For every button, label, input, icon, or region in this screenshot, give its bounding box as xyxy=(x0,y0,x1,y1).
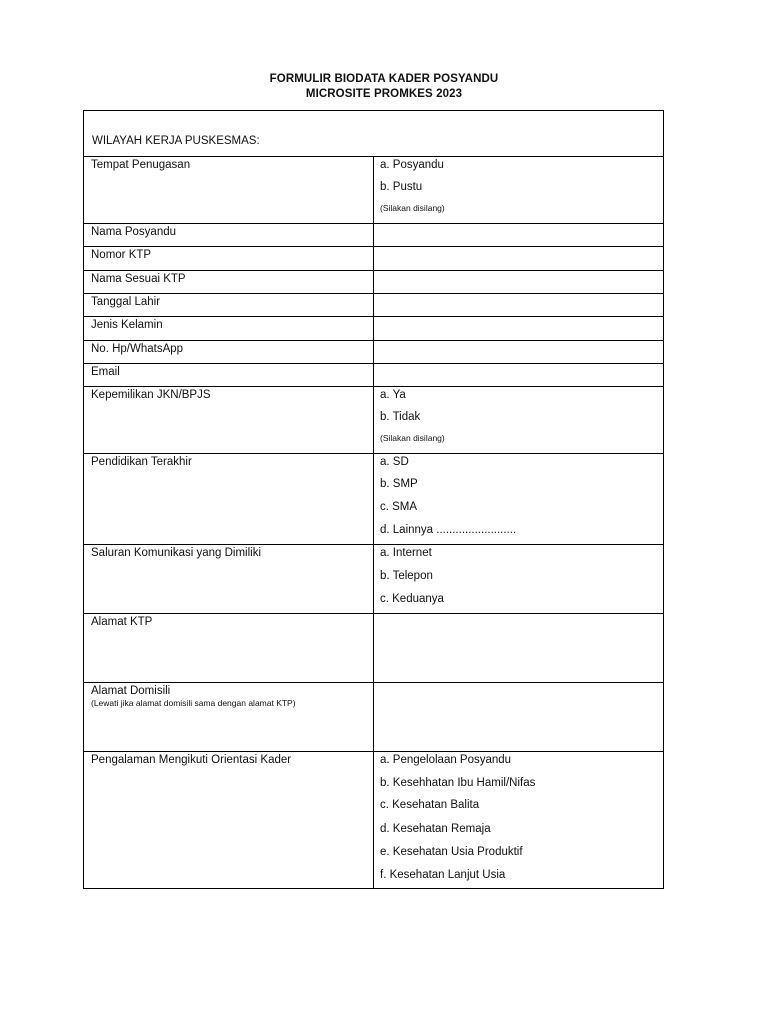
pengalaman-field[interactable] xyxy=(374,752,663,888)
pengalaman-label: Pengalaman Mengikuti Orientasi Kader xyxy=(91,754,292,766)
option-pengelolaan-posyandu[interactable]: a. Pengelolaan Posyandu xyxy=(380,754,512,766)
option-tidak[interactable]: b. Tidak xyxy=(380,411,421,423)
wilayah-label: WILAYAH KERJA PUSKESMAS: xyxy=(92,135,260,147)
row-saluran-komunikasi xyxy=(84,545,663,614)
no-hp-field[interactable] xyxy=(374,341,663,363)
alamat-ktp-label: Alamat KTP xyxy=(91,616,153,628)
email-field[interactable] xyxy=(374,364,663,386)
row-alamat-domisili xyxy=(84,683,663,752)
option-kesehatan-lanjut-usia[interactable]: f. Kesehatan Lanjut Usia xyxy=(380,869,506,881)
row-email xyxy=(84,364,663,387)
label-cell xyxy=(84,157,374,223)
jkn-label: Kepemilikan JKN/BPJS xyxy=(91,389,211,401)
label-cell xyxy=(84,247,374,270)
row-nomor-ktp xyxy=(84,247,663,271)
row-pendidikan xyxy=(84,454,663,545)
option-sd[interactable]: a. SD xyxy=(380,456,409,468)
nama-ktp-field[interactable] xyxy=(374,271,663,293)
option-ya[interactable]: a. Ya xyxy=(380,389,406,401)
nama-posyandu-field[interactable] xyxy=(374,224,663,246)
tanggal-lahir-field[interactable] xyxy=(374,294,663,316)
jenis-kelamin-label: Jenis Kelamin xyxy=(91,319,163,331)
alamat-ktp-field[interactable] xyxy=(374,614,663,682)
nomor-ktp-label: Nomor KTP xyxy=(91,249,152,261)
label-cell xyxy=(84,317,374,340)
option-posyandu[interactable]: a. Posyandu xyxy=(380,159,444,171)
label-cell xyxy=(84,752,374,888)
no-hp-label: No. Hp/WhatsApp xyxy=(91,343,184,355)
option-kesehatan-ibu-hamil[interactable]: b. Kesehhatan Ibu Hamil/Nifas xyxy=(380,777,536,789)
tempat-penugasan-label: Tempat Penugasan xyxy=(91,159,191,171)
row-no-hp xyxy=(84,341,663,364)
label-cell xyxy=(84,364,374,386)
label-cell xyxy=(84,271,374,293)
nomor-ktp-field[interactable] xyxy=(374,247,663,270)
alamat-domisili-field[interactable] xyxy=(374,683,663,751)
option-telepon[interactable]: b. Telepon xyxy=(380,570,433,582)
label-cell xyxy=(84,294,374,316)
option-sma[interactable]: c. SMA xyxy=(380,501,418,513)
row-tempat-penugasan xyxy=(84,157,663,224)
saluran-label: Saluran Komunikasi yang Dimiliki xyxy=(91,547,262,559)
jenis-kelamin-field[interactable] xyxy=(374,317,663,340)
pendidikan-label: Pendidikan Terakhir xyxy=(91,456,192,468)
alamat-domisili-note: (Lewati jika alamat domisili sama dengan alamat KTP) xyxy=(91,698,296,708)
label-cell xyxy=(84,224,374,246)
biodata-form-table xyxy=(83,110,664,889)
form-title: FORMULIR BIODATA KADER POSYANDU xyxy=(269,73,499,85)
alamat-domisili-label: Alamat Domisili xyxy=(91,685,171,697)
label-cell xyxy=(84,683,374,751)
instruction-note: (Silakan disilang) xyxy=(380,433,445,443)
row-wilayah xyxy=(84,111,663,157)
jkn-field[interactable] xyxy=(374,387,663,453)
label-cell xyxy=(84,454,374,544)
row-nama-ktp xyxy=(84,271,663,294)
option-internet[interactable]: a. Internet xyxy=(380,547,432,559)
row-nama-posyandu xyxy=(84,224,663,247)
row-tanggal-lahir xyxy=(84,294,663,317)
row-jenis-kelamin xyxy=(84,317,663,341)
option-kesehatan-balita[interactable]: c. Kesehatan Balita xyxy=(380,799,480,811)
email-label: Email xyxy=(91,366,120,378)
saluran-field[interactable] xyxy=(374,545,663,613)
option-keduanya[interactable]: c. Keduanya xyxy=(380,593,444,605)
option-pustu[interactable]: b. Pustu xyxy=(380,181,423,193)
tempat-penugasan-field[interactable] xyxy=(374,157,663,223)
instruction-note: (Silakan disilang) xyxy=(380,203,445,213)
nama-posyandu-label: Nama Posyandu xyxy=(91,226,177,238)
label-cell xyxy=(84,614,374,682)
label-cell xyxy=(84,341,374,363)
option-smp[interactable]: b. SMP xyxy=(380,478,418,490)
label-cell xyxy=(84,545,374,613)
option-kesehatan-usia-produktif[interactable]: e. Kesehatan Usia Produktif xyxy=(380,846,523,858)
nama-ktp-label: Nama Sesuai KTP xyxy=(91,273,186,285)
form-subtitle: MICROSITE PROMKES 2023 xyxy=(305,88,463,100)
tanggal-lahir-label: Tanggal Lahir xyxy=(91,296,161,308)
label-cell xyxy=(84,387,374,453)
row-pengalaman xyxy=(84,752,663,888)
option-kesehatan-remaja[interactable]: d. Kesehatan Remaja xyxy=(380,823,491,835)
row-jkn-bpjs xyxy=(84,387,663,454)
pendidikan-field[interactable] xyxy=(374,454,663,544)
option-lainnya[interactable]: d. Lainnya ......................... xyxy=(380,524,517,536)
row-alamat-ktp xyxy=(84,614,663,683)
